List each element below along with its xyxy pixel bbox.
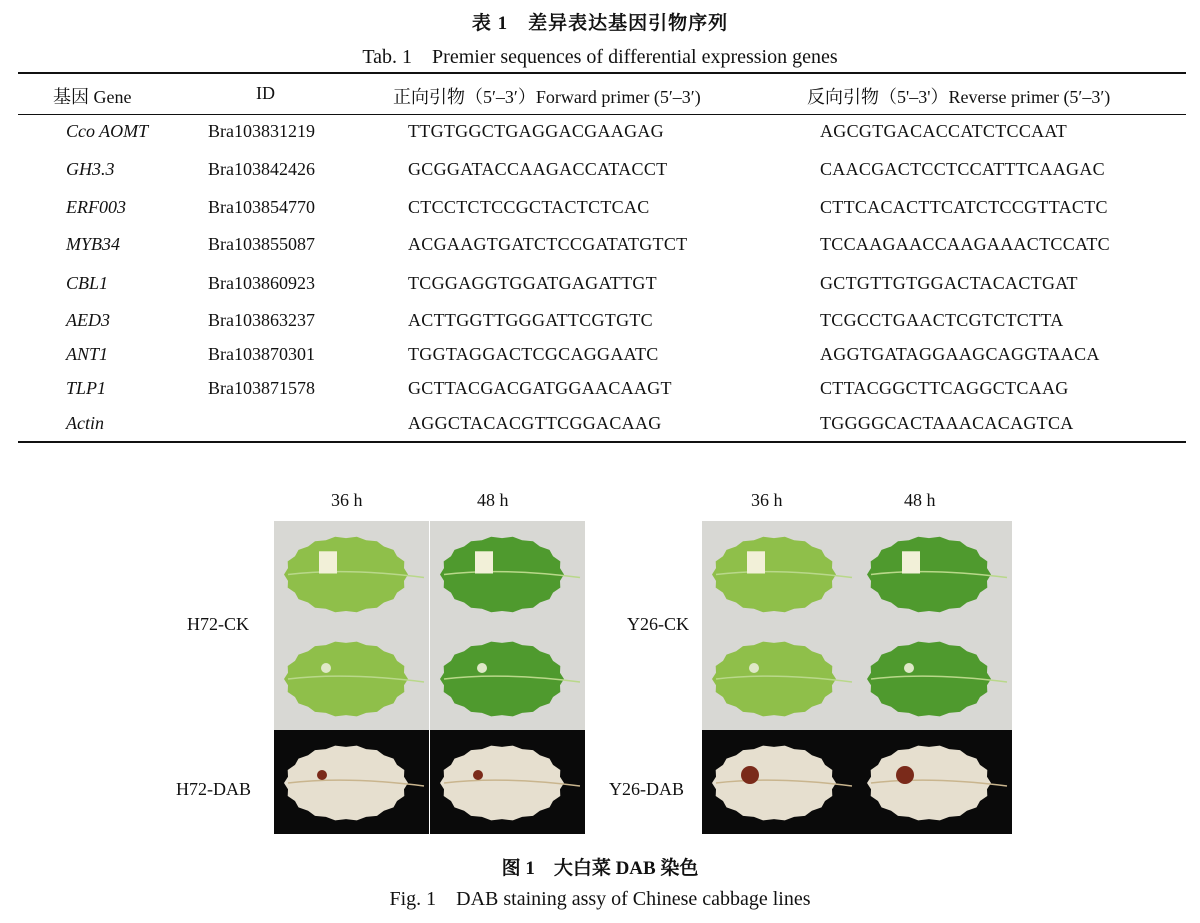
table-cell-gene: Actin — [66, 413, 104, 433]
dab-stain — [317, 770, 327, 780]
leaf-photo — [702, 730, 857, 834]
time-label-left-48h: 48 h — [477, 490, 509, 510]
filter-paper — [475, 551, 493, 573]
figure-caption-cn: 图 1 大白菜 DAB 染色 — [501, 858, 699, 879]
table-top-rule — [18, 72, 1186, 74]
time-label-right-48h: 48 h — [904, 490, 936, 510]
table-cell-id: Bra103863237 — [208, 310, 315, 330]
table-cell-reverse: CTTACGGCTTCAGGCTCAAG — [820, 378, 1069, 398]
dab-stain — [741, 766, 759, 784]
leaf-photo — [430, 730, 585, 834]
table-cell-gene: ERF003 — [66, 197, 126, 217]
table-cell-reverse: TCGCCTGAACTCGTCTCTTA — [820, 310, 1064, 330]
table-title-cn: 表 1 差异表达基因引物序列 — [471, 13, 729, 34]
table-cell-forward: AGGCTACACGTTCGGACAAG — [408, 413, 662, 433]
leaf-photo — [274, 730, 429, 834]
table-cell-id: Bra103871578 — [208, 378, 315, 398]
table-cell-gene: MYB34 — [66, 234, 120, 254]
header-gene: 基因 Gene — [53, 87, 132, 107]
table-cell-gene: ANT1 — [66, 344, 109, 364]
time-label-left-36h: 36 h — [331, 490, 363, 510]
figure-caption-en: Fig. 1 DAB staining assy of Chinese cabbage lines — [389, 888, 811, 910]
table-title-en: Tab. 1 Premier sequences of differential expression genes — [362, 46, 838, 68]
leaf-photo — [857, 730, 1012, 834]
leaf-photo — [274, 626, 429, 730]
leaf-photo — [702, 626, 857, 730]
table-header-rule — [18, 114, 1186, 115]
leaf-photo — [857, 521, 1012, 626]
filter-paper — [747, 551, 765, 573]
leaf-photo — [430, 521, 585, 626]
table-cell-id: Bra103854770 — [208, 197, 315, 217]
time-label-right-36h: 36 h — [751, 490, 783, 510]
table-cell-id: Bra103831219 — [208, 121, 315, 141]
table-cell-id: Bra103870301 — [208, 344, 315, 364]
table-cell-forward: TCGGAGGTGGATGAGATTGT — [408, 273, 657, 293]
row-label-y26-ck: Y26-CK — [627, 614, 689, 634]
header-id: ID — [256, 83, 275, 103]
table-cell-reverse: CTTCACACTTCATCTCCGTTACTC — [820, 197, 1108, 217]
table-cell-reverse: GCTGTTGTGGACTACACTGAT — [820, 273, 1078, 293]
header-reverse: 反向引物（5'–3'）Reverse primer (5′–3′) — [807, 87, 1111, 107]
table-cell-id: Bra103855087 — [208, 234, 315, 254]
table-cell-forward: TTGTGGCTGAGGACGAAGAG — [408, 121, 664, 141]
leaf-photo — [274, 521, 429, 626]
row-label-h72-ck: H72-CK — [187, 614, 249, 634]
header-forward: 正向引物（5′–3′）Forward primer (5′–3′) — [393, 87, 701, 107]
table-cell-reverse: AGGTGATAGGAAGCAGGTAACA — [820, 344, 1100, 364]
table-cell-gene: CBL1 — [66, 273, 109, 293]
table-cell-forward: GCGGATACCAAGACCATACCT — [408, 159, 668, 179]
filter-paper — [902, 551, 920, 573]
table-bottom-rule — [18, 441, 1186, 443]
table-cell-gene: GH3.3 — [66, 159, 115, 179]
table-cell-gene: Cco AOMT — [66, 121, 149, 141]
leaf-photo — [702, 521, 857, 626]
table-cell-forward: GCTTACGACGATGGAACAAGT — [408, 378, 672, 398]
table-cell-reverse: CAACGACTCCTCCATTTCAAGAC — [820, 159, 1105, 179]
leaf-photo — [430, 626, 585, 730]
table-cell-gene: AED3 — [66, 310, 110, 330]
table-cell-reverse: TGGGGCACTAAACACAGTCA — [820, 413, 1074, 433]
row-label-h72-dab: H72-DAB — [176, 779, 251, 799]
table-cell-forward: TGGTAGGACTCGCAGGAATC — [408, 344, 659, 364]
table-cell-gene: TLP1 — [66, 378, 107, 398]
dab-stain — [473, 770, 483, 780]
dab-stain — [896, 766, 914, 784]
table-cell-forward: ACTTGGTTGGGATTCGTGTC — [408, 310, 653, 330]
table-cell-id: Bra103860923 — [208, 273, 315, 293]
table-cell-forward: ACGAAGTGATCTCCGATATGTCT — [408, 234, 688, 254]
table-cell-reverse: AGCGTGACACCATCTCCAAT — [820, 121, 1068, 141]
table-cell-forward: CTCCTCTCCGCTACTCTCAC — [408, 197, 650, 217]
row-label-y26-dab: Y26-DAB — [609, 779, 684, 799]
leaf-photo — [857, 626, 1012, 730]
filter-paper — [319, 551, 337, 573]
table-cell-id: Bra103842426 — [208, 159, 315, 179]
table-cell-reverse: TCCAAGAACCAAGAAACTCCATC — [820, 234, 1110, 254]
